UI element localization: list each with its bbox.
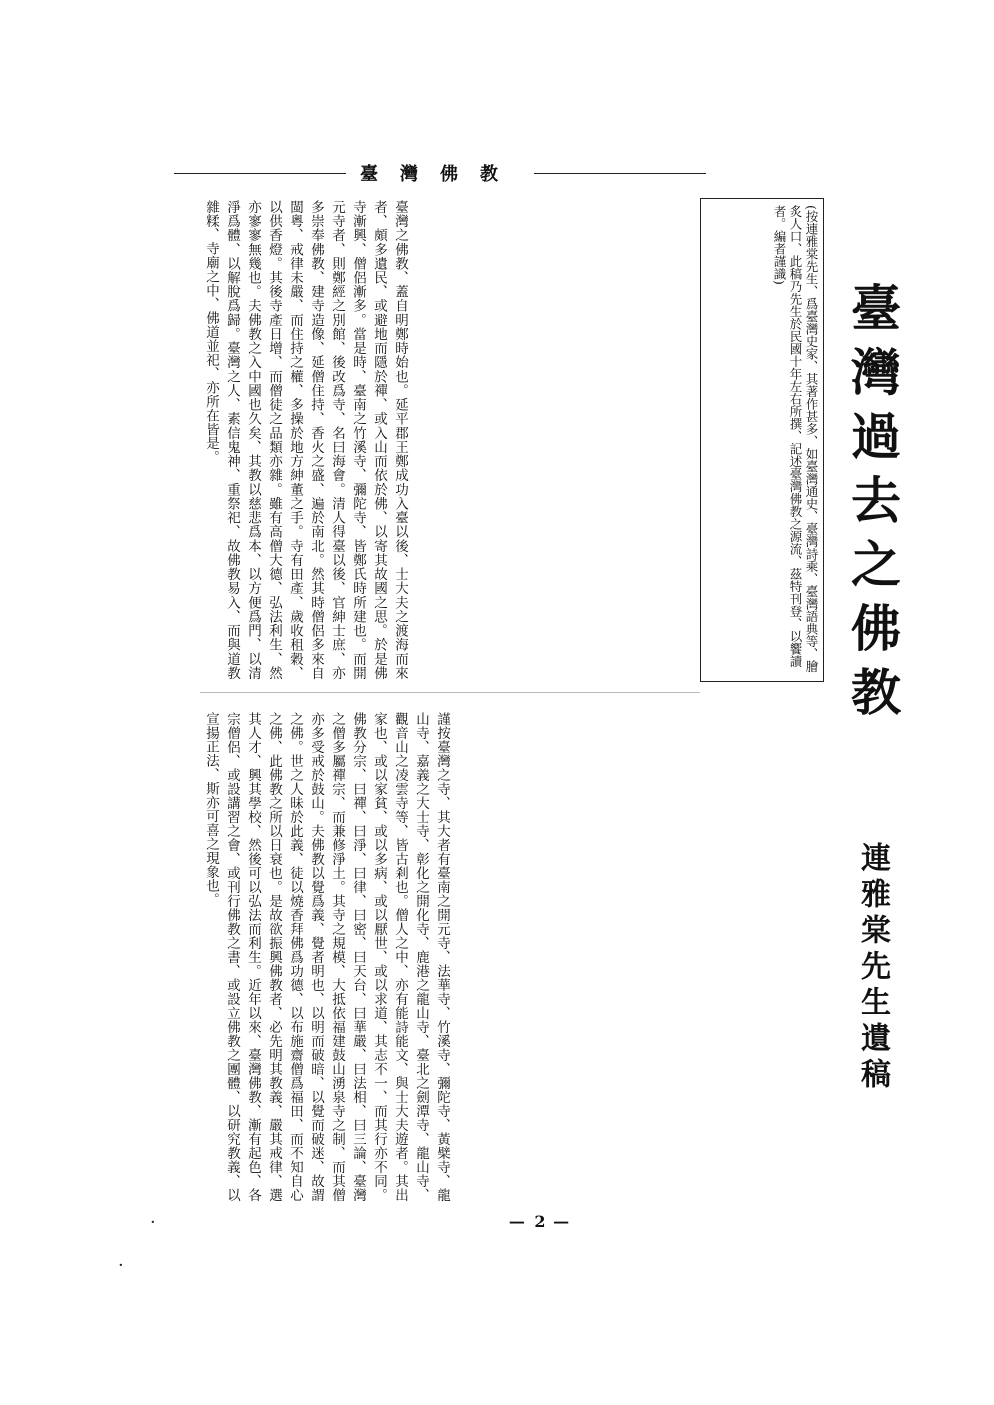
header-title: 臺灣佛教 — [360, 164, 520, 185]
page-number-value: 2 — [534, 1212, 546, 1231]
running-header — [160, 156, 720, 190]
article-author: 連雅棠先生遺稿 — [855, 842, 890, 1094]
editor-note: (按連雅棠先生、爲臺灣史家、其著作甚多、如臺灣通史、臺灣詩乘、臺灣語典等、膾炙人口、此稿乃先生於民國十年左右所撰、記述臺灣佛教之源流、茲特刊登、以饗讀者。編者謹識) — [772, 205, 819, 673]
editor-note-box — [700, 198, 824, 682]
body-text-upper — [200, 200, 696, 680]
page-number-dash-right: — — [545, 1212, 572, 1231]
section-divider — [200, 692, 700, 693]
body-text-lower — [200, 712, 842, 1202]
body-paragraph-upper: 臺灣之佛教、蓋自明鄭時始也。延平郡王鄭成功入臺以後、士大夫之渡海而來者、頗多遺民、或避地而隱於禪、或入山而依於佛、以寄其故國之思。於是佛寺漸興、僧侶漸多。當是時、臺南之竹溪寺、彌陀寺、皆鄭氏時所建也。而開元寺者、則鄭經之別館、後改爲寺、名曰海會。清人得臺以後、官紳士庶、亦多崇奉佛教、建寺造像、延僧住持、香火之盛、遍於南北。然其時僧侶多來自閩粵、戒律未嚴、而住持之權、多操於地方紳董之手。寺有田產、歲收租穀、以供香燈。其後寺產日增、而僧徒之品類亦雜。雖有高僧大德、弘法利生、然亦寥寥無幾也。夫佛教之入中國也久矣、其教以慈悲爲本、以方便爲門、以清淨爲體、以解脫爲歸。臺灣之人、素信鬼神、重祭祀、故佛教易入、而與道教雜糅、寺廟之中、佛道並祀、亦所在皆是。 — [203, 200, 408, 680]
article-title: 臺灣過去之佛教 — [843, 282, 902, 730]
scan-speck: · — [150, 1212, 156, 1233]
scan-speck: · — [118, 1255, 124, 1276]
header-rule-left — [174, 173, 346, 174]
body-paragraph-lower: 謹按臺灣之寺、其大者有臺南之開元寺、法華寺、竹溪寺、彌陀寺、黃檗寺、龍山寺、嘉義之大士寺、彰化之開化寺、鹿港之龍山寺、臺北之劍潭寺、龍山寺、觀音山之凌雲寺等、皆古剎也。僧人之中、亦有能詩能文、與士大夫遊者。其出家也、或以家貧、或以多病、或以厭世、或以求道、其志不一、而其行亦不同。佛教分宗、曰禪、曰淨、曰律、曰密、曰天台、曰華嚴、曰法相、曰三論、臺灣之僧多屬禪宗、而兼修淨土。其寺之規模、大抵依福建鼓山湧泉寺之制、而其僧亦多受戒於鼓山。夫佛教以覺爲義、覺者明也、以明而破暗、以覺而破迷、故謂之佛。世之人昧於此義、徒以燒香拜佛爲功德、以布施齋僧爲福田、而不知自心之佛、此佛教之所以日衰也。是故欲振興佛教者、必先明其教義、嚴其戒律、選其人才、興其學校、然後可以弘法而利生。近年以來、臺灣佛教、漸有起色、各宗僧侶、或設講習之會、或刊行佛教之書、或設立佛教之團體、以研究教義、以宣揚正法、斯亦可喜之現象也。 — [203, 712, 450, 1202]
header-rule-right — [534, 173, 706, 174]
page-number — [470, 1212, 610, 1231]
page-number-dash-left: — — [508, 1212, 535, 1231]
